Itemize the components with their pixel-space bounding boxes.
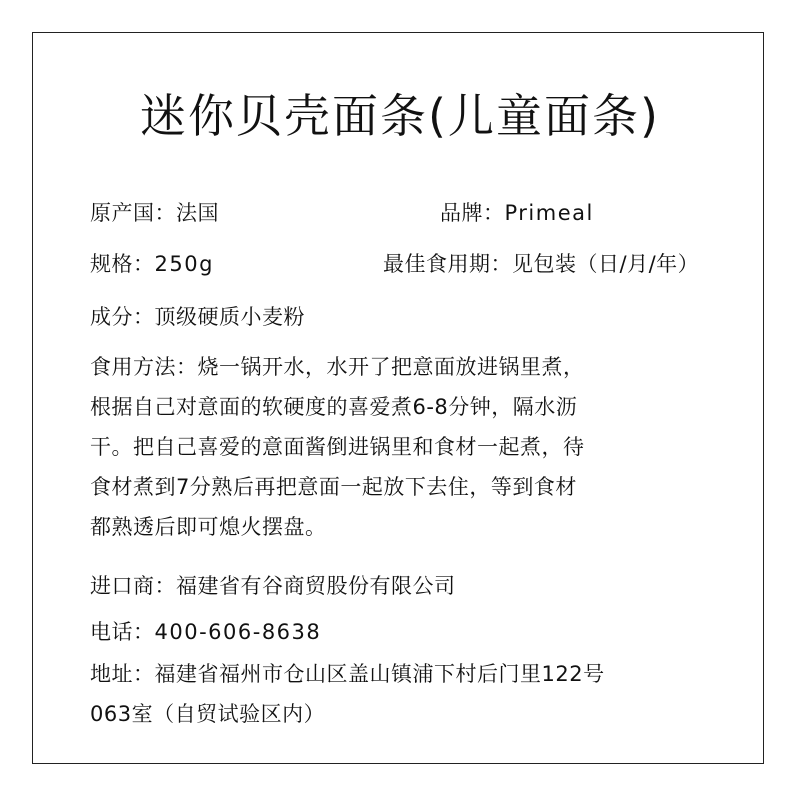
brand-field bbox=[440, 198, 594, 228]
importer-label: 进口商： bbox=[90, 574, 176, 598]
ingredients-value: 顶级硬质小麦粉 bbox=[154, 305, 305, 329]
origin-value: 法国 bbox=[176, 201, 219, 225]
brand-value: Primeal bbox=[504, 201, 594, 225]
address-block bbox=[90, 654, 730, 734]
phone-row bbox=[90, 617, 321, 647]
shelf-life-value: 见包装（日/月/年） bbox=[512, 252, 700, 276]
address-line: 063室（自贸试验区内） bbox=[90, 702, 326, 726]
usage-instructions bbox=[90, 347, 730, 547]
shelf-life-label: 最佳食用期： bbox=[383, 252, 512, 276]
address-line: 地址：福建省福州市仓山区盖山镇浦下村后门里122号 bbox=[90, 662, 605, 686]
spec-shelf-life-row bbox=[90, 249, 700, 279]
usage-line: 干。把自己喜爱的意面酱倒进锅里和食材一起煮，待 bbox=[90, 435, 585, 459]
shelf-life-field bbox=[383, 249, 699, 279]
ingredients-label: 成分： bbox=[90, 305, 155, 329]
spec-label: 规格： bbox=[90, 252, 155, 276]
usage-line: 食材煮到7分熟后再把意面一起放下去住，等到食材 bbox=[90, 475, 577, 499]
usage-line: 食用方法：烧一锅开水，水开了把意面放进锅里煮， bbox=[90, 355, 585, 379]
brand-label: 品牌： bbox=[440, 201, 505, 225]
spec-value: 250g bbox=[154, 252, 214, 276]
product-title: 迷你贝壳面条(儿童面条) bbox=[140, 89, 660, 143]
importer-row bbox=[90, 571, 456, 601]
importer-value: 福建省有谷商贸股份有限公司 bbox=[176, 574, 456, 598]
origin-label: 原产国： bbox=[90, 201, 176, 225]
phone-label: 电话： bbox=[90, 620, 155, 644]
phone-value: 400-606-8638 bbox=[154, 620, 322, 644]
usage-line: 都熟透后即可熄火摆盘。 bbox=[90, 515, 327, 539]
origin-brand-row bbox=[90, 198, 594, 228]
ingredients-row bbox=[90, 302, 305, 332]
usage-line: 根据自己对意面的软硬度的喜爱煮6-8分钟，隔水沥 bbox=[90, 395, 578, 419]
